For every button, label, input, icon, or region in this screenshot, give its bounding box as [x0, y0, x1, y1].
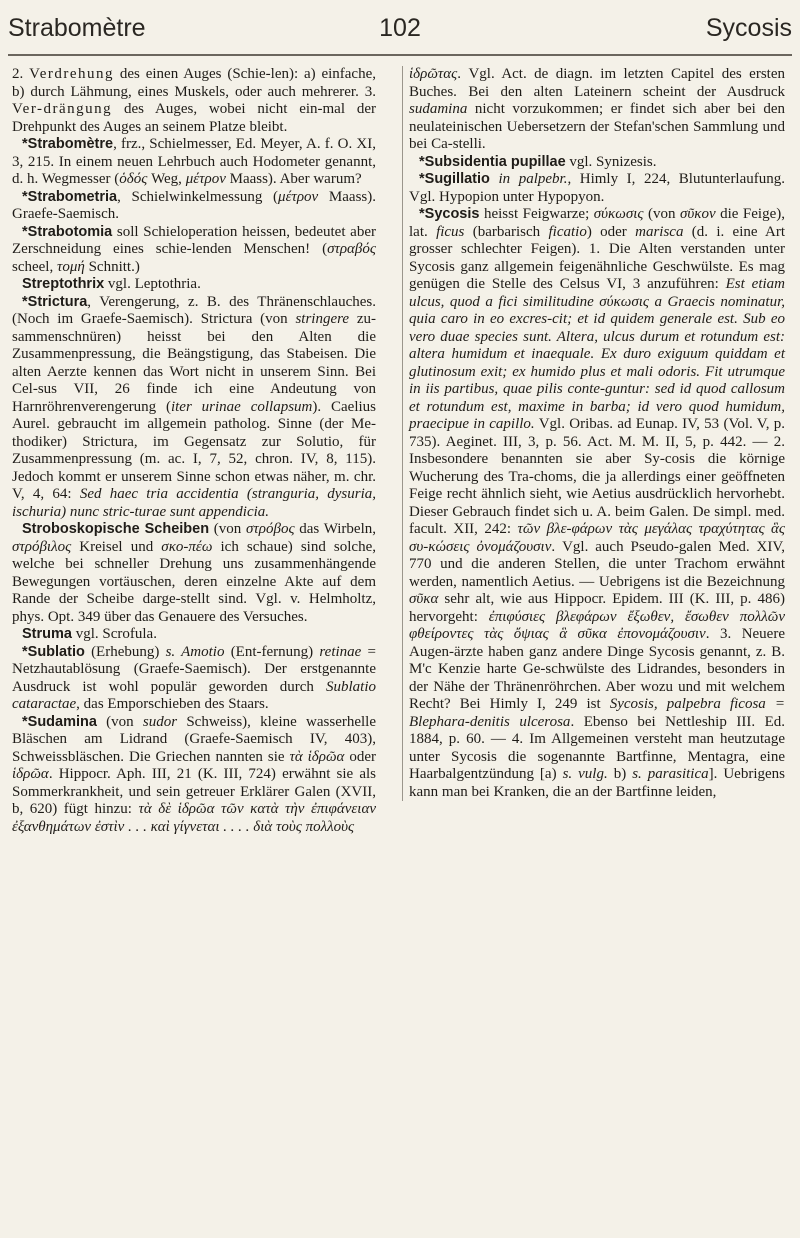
- entry-text: s. Amotio: [165, 643, 225, 660]
- entry-text: Maass). Graefe-Saemisch.: [12, 188, 376, 222]
- entry-text: in palpebr.: [498, 171, 568, 187]
- entry-text: Est etiam ulcus, quod a fici similitudine σύκωσις a Graecis nominatur, quia caro in eo excres-cit; et id quidem generale est. Sub eo vero duae species sunt. Altera, ulcus durum et rotundum est: altera humidum et inaequale. Ex duro exiguum quiddam et glutinosum exit; ex humido plus et mali odoris. Fit utrumque in iis partibus, quae pilis conte-guntur: sed id quod callosum et rotundum est, maxime in barba; id vero quod humidum, praecipue in capillo.: [409, 276, 785, 432]
- entry-text: . Hippocr. Aph. III, 21 (K. III, 724) erwähnt sie als Sommerkrankheit, und sein getreuer Erklärer Galen (XVII, b, 620) fügt hinzu:: [12, 766, 376, 817]
- entry-text: des Auges, wobei nicht ein-mal der Drehpunkt des Auges an seinem Platze bleibt.: [12, 101, 376, 135]
- entry-headword: *Strabomètre: [22, 136, 114, 152]
- entry-headword: *Sudamina: [22, 713, 97, 730]
- entry-text: , das Emporschieben des Staars.: [76, 696, 269, 712]
- entry-text: des einen Auges (Schie-len): a) einfache, b) durch Lähmung, eines Muskels, oder auch mehrerer. 3.: [12, 66, 376, 100]
- entry-headword: *Sugillatio: [419, 171, 490, 187]
- right-column: [402, 66, 785, 801]
- entry-text: (von: [209, 521, 247, 537]
- entry-text: sudamina: [409, 101, 468, 117]
- entry-text: τὰ δὲ ἱδρῶα τῶν κατὰ τὴν ἐπιφάνειαν ἐξανθημάτων ἐστὶν . . . καὶ γίγνεται . . . . διὰ τοὺς πολλοὺς: [12, 801, 376, 835]
- entry-text: . Ebenso bei Nettleship III. Ed. 1884, p. 60. — 4. Im Allgemeinen versteht man heutzutage unter Sycosis die sogenannte Bartfinne, Mentagra, eine Haarbalgentzündung [a): [409, 713, 785, 782]
- dictionary-entry: [12, 714, 376, 837]
- dictionary-entry: [409, 171, 785, 206]
- entry-text: (Ent-fernung): [224, 643, 320, 660]
- entry-text: (barbarisch: [464, 223, 549, 240]
- entry-text: sehr alt, wie aus Hippocr. Epidem. III (K. III, p. 486) hervorgeht:: [409, 591, 785, 625]
- entry-text: , Schielwinkelmessung (: [117, 188, 279, 205]
- entry-headword: *Strabometria: [22, 188, 118, 205]
- dictionary-entry: [12, 276, 376, 294]
- entry-text: στρόβος: [246, 521, 295, 537]
- dictionary-entry: [12, 644, 376, 714]
- entry-headword: *Subsidentia pupillae: [419, 153, 566, 170]
- entry-text: , Himly I, 224, Blutunterlaufung. Vgl. Hypopion unter Hypopyon.: [409, 171, 786, 205]
- entry-text: stringere: [295, 311, 350, 327]
- page-number: 102: [379, 14, 421, 42]
- entry-text: Weg,: [147, 171, 186, 187]
- dictionary-entry: [409, 154, 785, 172]
- dictionary-entry: [12, 521, 376, 626]
- entry-text: (d. i. eine Art grosser schlechter Feigen). 1. Die Alten verstanden unter Sycosis ganz allgemein feigenähnliche Geschwülste. Es mag genügen die Stelle des Celsus VI, 3 anzuführen:: [409, 223, 786, 292]
- dictionary-entry: [12, 66, 376, 136]
- entry-text: s. parasitica: [632, 766, 709, 782]
- entry-text: zu-sammenschnüren) heisst bei den Alten die Zusammenpressung, die Beängstigung, das Stabeisen. Die alten Aerzte kennen das Wort nicht in unserem Sinn. Bei Cel-sus VII, 26 finde ich eine Andeutung von Harnröhrenverengerung (: [12, 311, 376, 415]
- entry-headword: Struma: [22, 626, 72, 642]
- entry-text: oder: [344, 748, 376, 765]
- entry-text: τομή: [56, 258, 85, 275]
- entry-headword: Stroboskopische Scheiben: [22, 521, 210, 537]
- entry-text: marisca: [635, 223, 684, 240]
- entry-text: Sycosis, palpebra ficosa = Blephara-denitis ulcerosa: [409, 696, 785, 730]
- page-header: [8, 14, 792, 48]
- entry-text: Maass). Aber warum?: [225, 171, 362, 187]
- entry-text: σκο-πέω: [161, 538, 213, 555]
- entry-text: vgl. Scrofula.: [71, 626, 157, 642]
- entry-text: . 3. Neuere Augen-ärzte haben ganz andere Dinge Sycosis genannt, z. B. M'c Kenzie harte Ge-schwülste des Lidrandes, besonders in der Nähe der Thränenröhrchen. Aber wozu und mit welchem Recht? Bei Himly I, 249 ist: [409, 626, 785, 712]
- entry-text: τὰ ἱδρῶα: [289, 748, 345, 765]
- dictionary-entry: [409, 206, 785, 801]
- entry-text: ]. Uebrigens kann man bei Kranken, die an der Bartfinne leiden,: [409, 766, 785, 800]
- entry-text: = Netzhautablösung (Graefe-Saemisch). Der erstgenannte Ausdruck ist wohl populär geworden durch: [12, 643, 376, 695]
- entry-text: ). Caelius Aurel. gebraucht im allgemein patholog. Sinne (der Me-thodiker) Strictura, im Gegensatz zur Solutio, für Zusammenpressung (m. ac. I, 7, 52, chron. IV, 8, 115). Jedoch kommt er unserem Sinne schon etwas näher, m. chr. V, 4, 64:: [12, 398, 376, 502]
- entry-text: ἱδρῶα: [12, 766, 49, 782]
- entry-text: ὁδός: [119, 171, 148, 187]
- entry-text: vgl. Synizesis.: [565, 153, 657, 170]
- entry-text: s. vulg.: [562, 766, 608, 782]
- entry-text: μέτρον: [185, 171, 226, 187]
- running-head-left: Strabomètre: [8, 14, 146, 42]
- entry-text: Schweiss), kleine wasserhelle Bläschen am Lidrand (Graefe-Saemisch IV, 403), Schweissbläschen. Die Griechen nannten sie: [12, 713, 376, 765]
- entry-text: Sublatio cataractae: [12, 678, 376, 712]
- entry-text: scheel,: [12, 258, 57, 275]
- entry-text: nicht vorzukommen; er findet sich aber bei den neulateinischen Uebersetzern der Stefan'schen Sammlung und bei Ca-stelli.: [409, 101, 785, 152]
- entry-text: ἱδρῶτας: [409, 66, 458, 82]
- entry-text: Verdrehung: [29, 66, 115, 82]
- dictionary-entry: [12, 189, 376, 224]
- entry-text: Kreisel und: [71, 538, 162, 555]
- entry-text: (von: [96, 713, 143, 730]
- entry-headword: *Sublatio: [22, 643, 85, 660]
- dictionary-entry: [12, 626, 376, 644]
- entry-text: das Wirbeln,: [294, 521, 376, 537]
- entry-text: Ver-drängung: [12, 101, 113, 117]
- entry-text: . Vgl. Act. de diagn. im letzten Capitel des ersten Buches. Bei den alten Lateinern scheint der Ausdruck: [409, 66, 785, 100]
- dictionary-entry: [12, 294, 376, 522]
- entry-text: . Vgl. auch Pseudo-galen Med. XIV, 770 und die anderen Stellen, die unter Trachom erwähnt werden, namentlich Aetius. — Uebrigens ist die Bezeichnung: [409, 538, 786, 590]
- entry-text: ficatio: [548, 223, 587, 240]
- entry-text: die Feige), lat.: [409, 206, 785, 240]
- entry-text: , Verengerung, z. B. des Thränenschlauches. (Noch im Graefe-Saemisch). Strictura (von: [12, 293, 376, 327]
- entry-text: ἐπιφύσιες βλεφάρων ἔξωθεν, ἔσωθεν πολλῶν φθείροντες τὰς ὄψιας ἃ σῦκα ἐπονομάζουσιν: [409, 608, 785, 642]
- left-column: [12, 66, 376, 836]
- entry-text: ficus: [436, 223, 465, 240]
- entry-text: σύκωσις: [593, 206, 644, 222]
- entry-headword: *Sycosis: [419, 206, 480, 222]
- entry-text: τῶν βλε-φάρων τὰς μεγάλας τραχύτητας ἃς συ-κώσεις ὀνομάζουσιν: [409, 521, 785, 555]
- entry-text: ) oder: [586, 223, 636, 240]
- entry-text: b): [607, 766, 633, 782]
- entry-text: sudor: [142, 713, 178, 730]
- entry-text: heisst Feigwarze;: [479, 206, 594, 222]
- entry-text: Vgl. Oribas. ad Eunap. IV, 53 (Vol. V, p. 735). Aeginet. III, 3, p. 56. Act. M. M. II, 5, p. 442. — 2. Insbesondere benannten sie aber Sy-cosis die körnige Wucherung des Tra-choms, die ja allerdings einer geöffneten Feige recht ähnlich sieht, wie Aetius ausdrücklich hervorhebt. Dieser Gebrauch findet sich u. A. beim Galen. De simpl. med. facult. XII, 242:: [409, 416, 786, 537]
- dictionary-entry: [409, 66, 785, 154]
- entry-text: iter urinae collapsum: [170, 398, 313, 415]
- entry-headword: *Strabotomia: [22, 223, 113, 240]
- entry-text: 2.: [12, 66, 30, 82]
- dictionary-entry: [12, 224, 376, 277]
- entry-text: σῦκον: [679, 206, 716, 222]
- entry-text: , frz., Schielmesser, Ed. Meyer, A. f. O. XI, 3, 215. In einem neuen Lehrbuch auch Hodometer genannt, d. h. Wegmesser (: [12, 136, 376, 187]
- dictionary-entry: [12, 136, 376, 189]
- running-head-right: Sycosis: [705, 14, 792, 42]
- entry-text: vgl. Leptothria.: [104, 276, 201, 292]
- entry-text: στραβός: [327, 241, 376, 257]
- entry-text: σῦκα: [409, 591, 439, 607]
- entry-text: μέτρον: [278, 188, 319, 205]
- entry-text: soll Schieloperation heissen, bedeutet aber Zerschneidung eines schie-lenden Menschen! (: [12, 223, 376, 257]
- entry-text: (Erhebung): [84, 643, 166, 660]
- entry-headword: *Strictura: [22, 293, 88, 310]
- entry-text: ich schaue) sind solche, welche bei schneller Drehung uns zusammenhängende Bewegungen vortäuschen, deren einzelne Akte auf dem Rande der Scheibe darge-stellt sind. Vgl. v. Helmholtz, phys. Opt. 349 über das Genauere des Versuches.: [12, 538, 376, 625]
- entry-text: στρόβιλος: [12, 538, 72, 555]
- entry-text: Schnitt.): [84, 258, 140, 275]
- entry-headword: Streptothrix: [22, 276, 105, 292]
- header-rule: [8, 54, 792, 56]
- entry-text: Sed haec tria accidentia (stranguria, dysuria, ischuria) nunc stric-turae sunt appendicia.: [12, 486, 376, 520]
- entry-text: (von: [643, 206, 680, 222]
- entry-text: retinae: [319, 643, 362, 660]
